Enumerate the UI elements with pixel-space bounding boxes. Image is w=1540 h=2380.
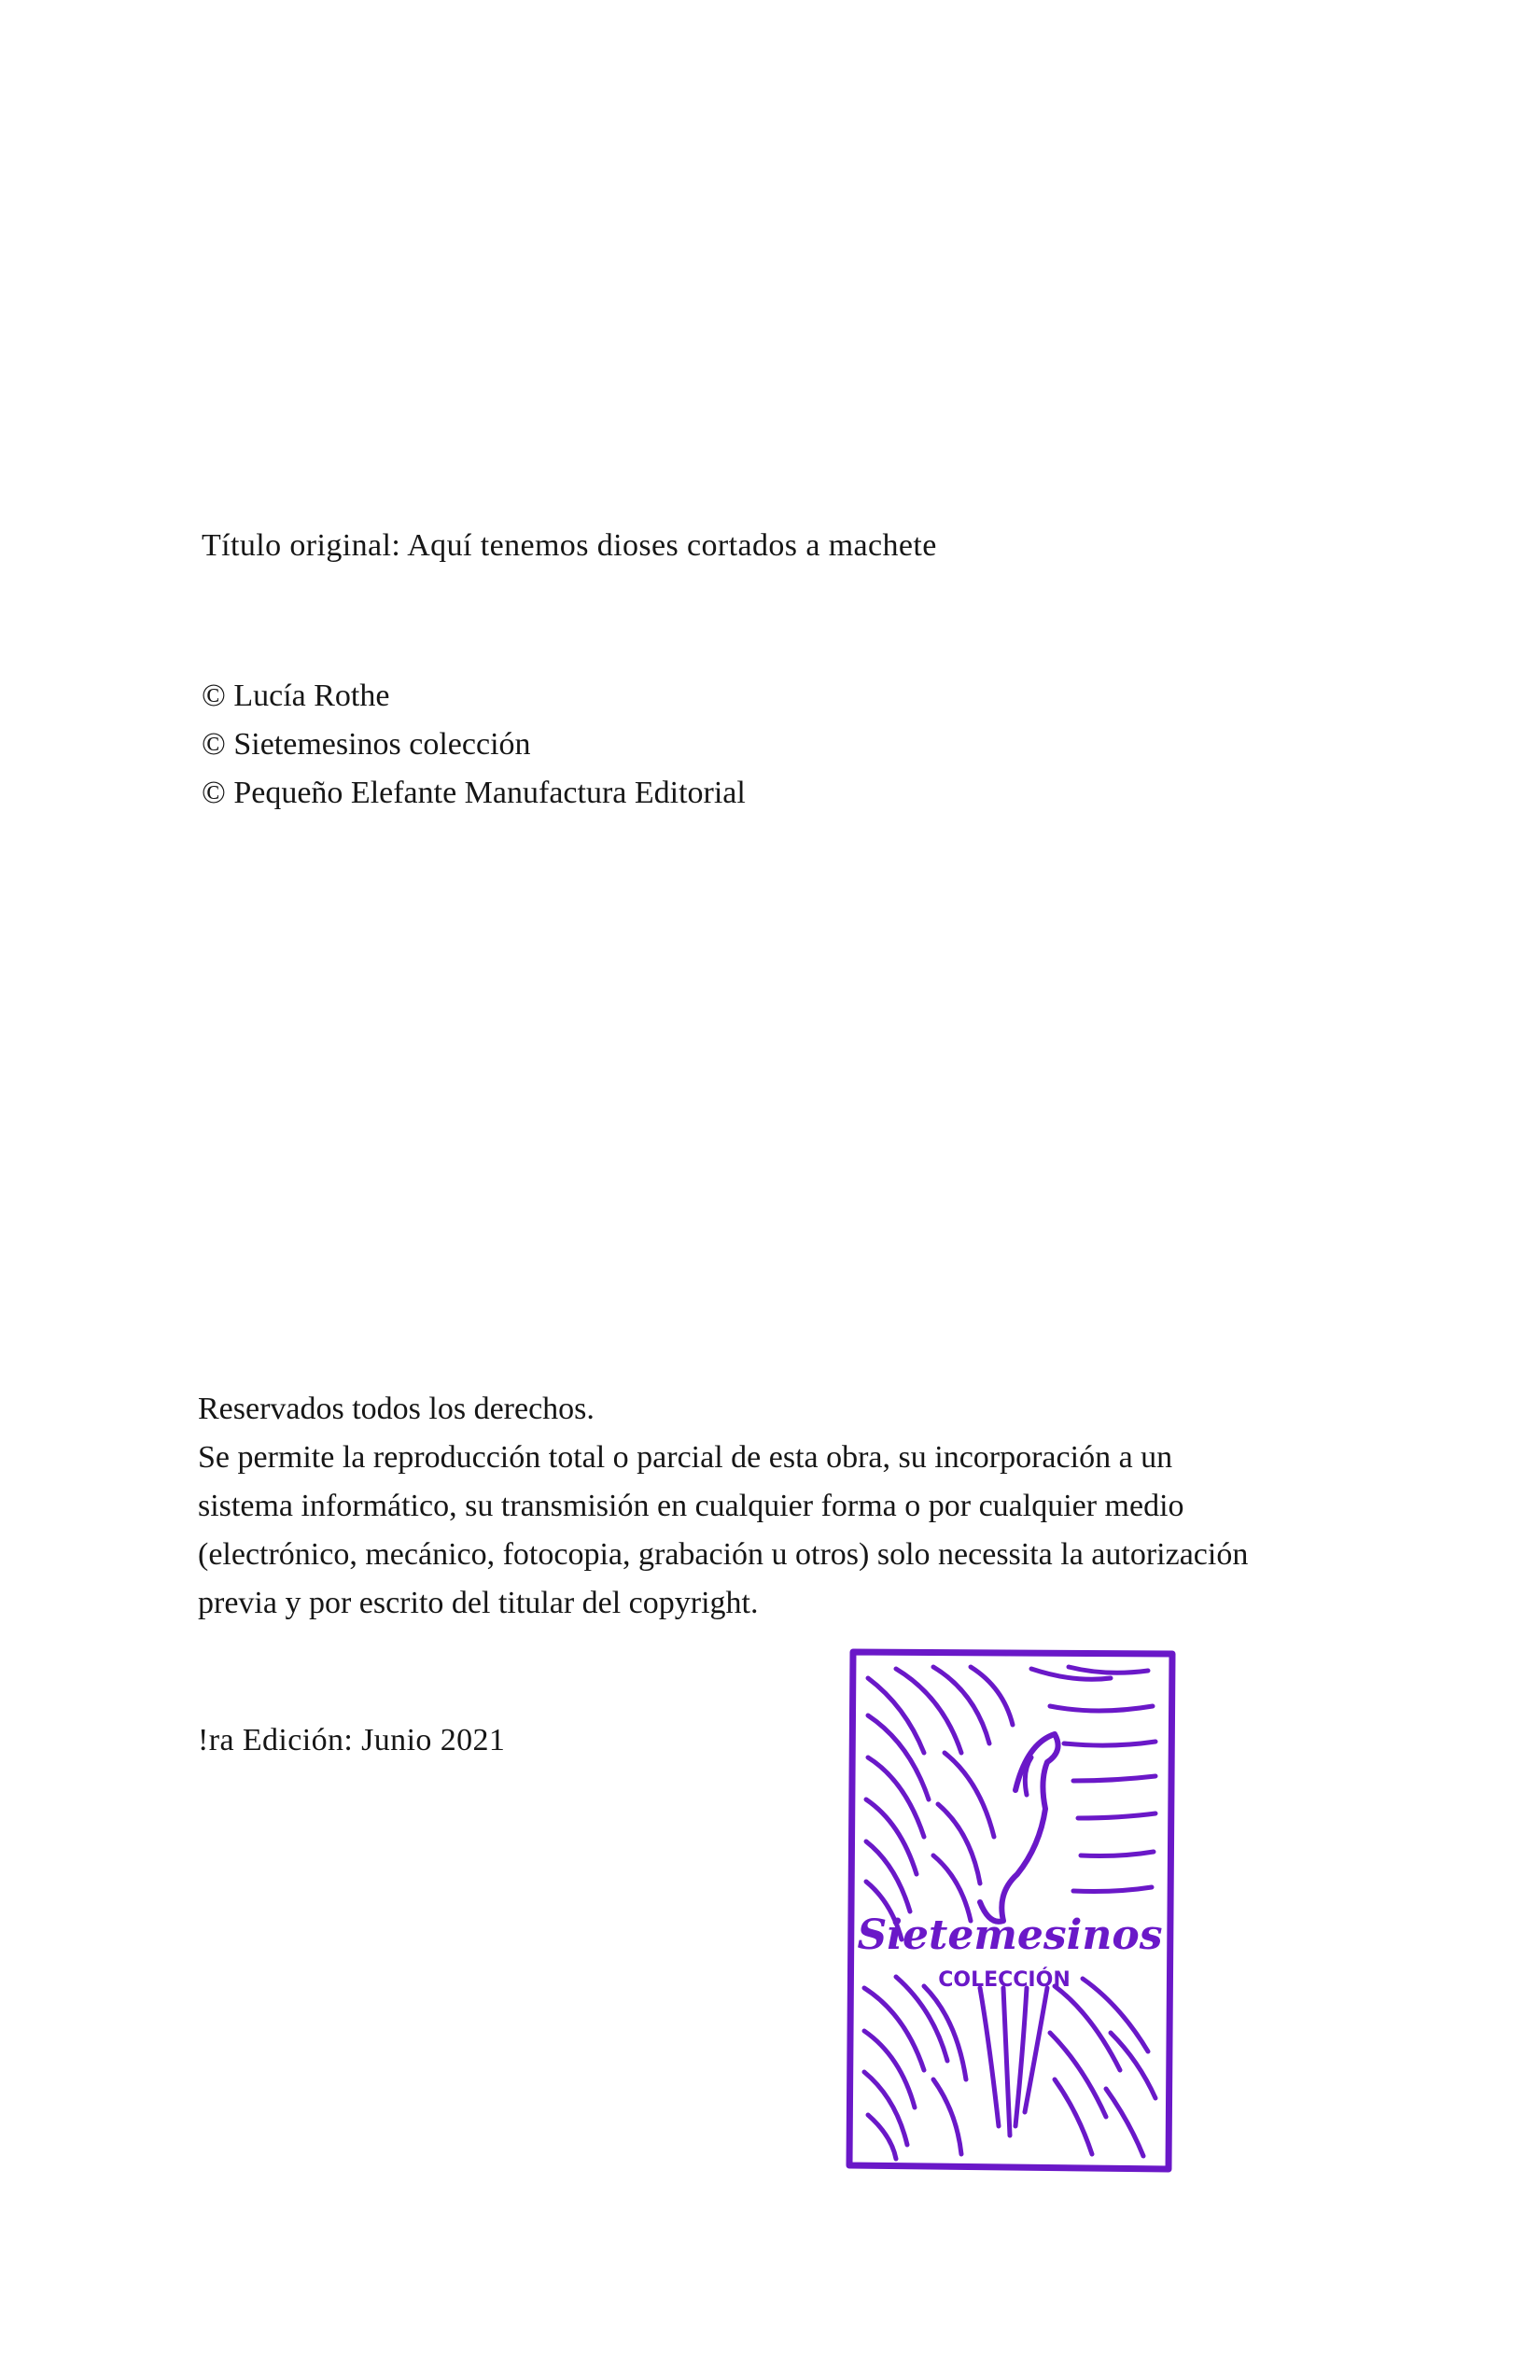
sietemesinos-stamp-logo <box>840 1641 1180 2177</box>
stamp-artwork <box>840 1641 1180 2177</box>
copyright-publisher: © Pequeño Elefante Manufactura Editorial <box>202 776 746 810</box>
copyright-author: © Lucía Rothe <box>202 679 390 713</box>
stamp-subtitle-text: COLECCIÓN <box>938 1968 1071 1992</box>
rights-text-line: Se permite la reproducción total o parcial de esta obra, su incorporación a un <box>198 1440 1173 1475</box>
rights-notice <box>198 1385 1327 1628</box>
rights-heading: Reservados todos los derechos. <box>198 1392 595 1426</box>
rights-text-line: sistema informático, su transmisión en cualquier forma o por cualquier medio <box>198 1489 1184 1523</box>
original-title: Título original: Aquí tenemos dioses cortados a machete <box>202 528 937 563</box>
stamp-brand-text: Sietemesinos <box>857 1911 1163 1959</box>
rights-text-line: previa y por escrito del titular del copyright. <box>198 1586 759 1620</box>
copyright-collection: © Sietemesinos colección <box>202 727 531 762</box>
copyright-list <box>202 672 746 818</box>
rights-text-line: (electrónico, mecánico, fotocopia, grabación u otros) solo necessita la autorización <box>198 1537 1249 1572</box>
edition-date: !ra Edición: Junio 2021 <box>198 1723 506 1757</box>
